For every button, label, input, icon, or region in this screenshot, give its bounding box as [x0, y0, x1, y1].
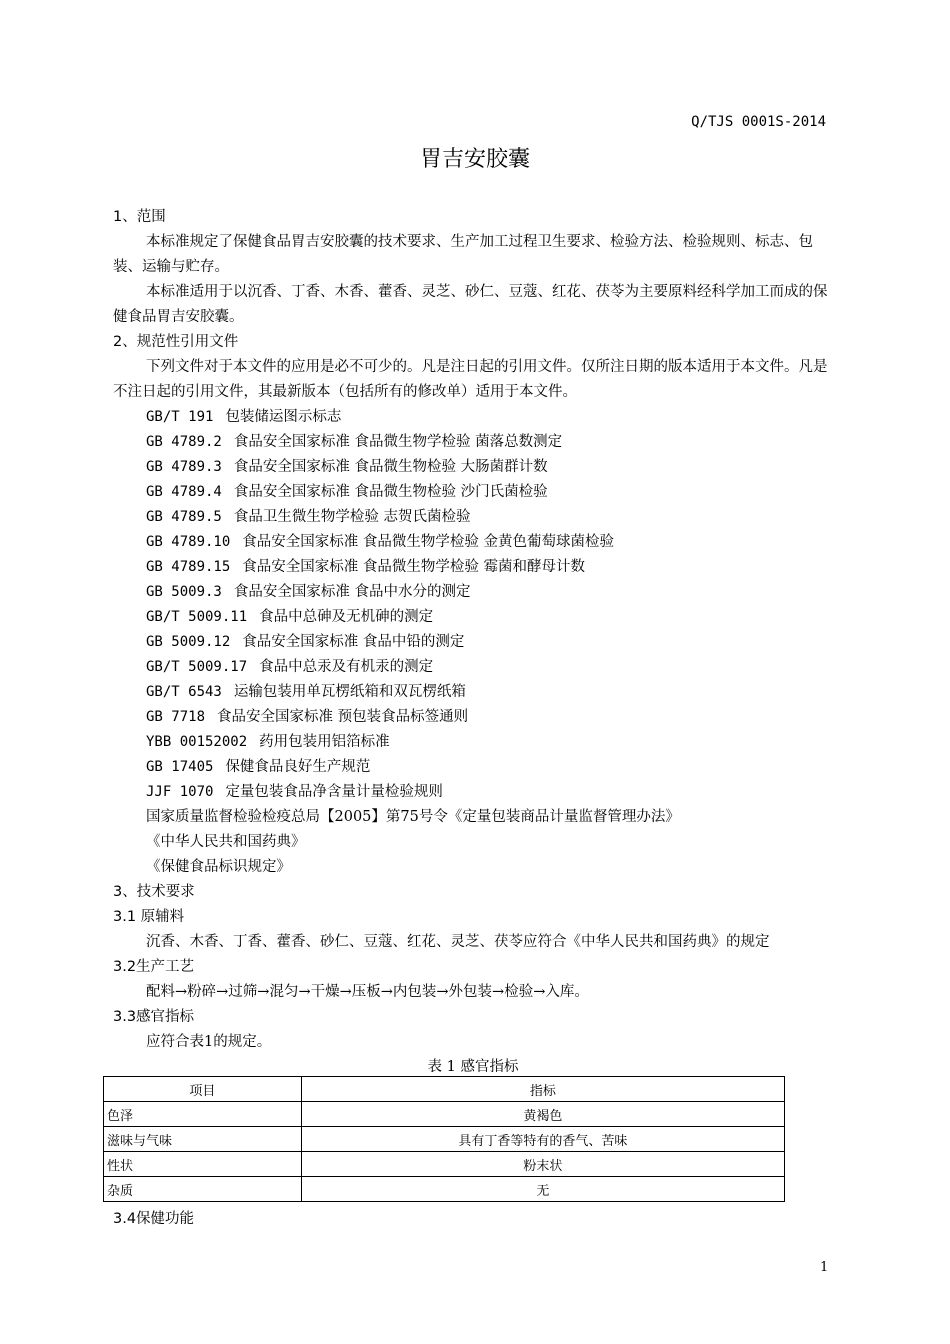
reference-extra: 国家质量监督检验检疫总局【2005】第75号令《定量包装商品计量监督管理办法》: [146, 809, 680, 825]
reference-item: [113, 680, 833, 705]
reference-code: GB 5009.3: [146, 584, 222, 600]
reference-code: GB 4789.10: [146, 534, 231, 550]
reference-title: 食品中总汞及有机汞的测定: [259, 659, 434, 675]
reference-title: 食品安全国家标准 预包装食品标签通则: [217, 709, 469, 725]
reference-title: 包装储运图示标志: [225, 409, 342, 425]
reference-item: [113, 605, 833, 630]
reference-code: GB 4789.5: [146, 509, 222, 525]
reference-extra: 《保健食品标识规定》: [146, 859, 291, 875]
section-3-4-heading: 3.4保健功能: [113, 1211, 195, 1227]
reference-title: 食品安全国家标准 食品中铅的测定: [242, 634, 465, 650]
reference-code: GB 5009.12: [146, 634, 231, 650]
section-2-intro: 下列文件对于本文件的应用是必不可少的。凡是注日起的引用文件。仅所注日期的版本适用于本文件。凡是不注日起的引用文件，其最新版本（包括所有的修改单）适用于本文件。: [113, 359, 828, 400]
section-2-heading: 2、规范性引用文件: [113, 334, 239, 350]
reference-item: [113, 430, 833, 455]
reference-code: GB 4789.2: [146, 434, 222, 450]
document-body: [113, 205, 833, 1080]
reference-item: [113, 555, 833, 580]
table-row: [104, 1127, 785, 1152]
reference-item: [113, 580, 833, 605]
table-header-item: 项目: [104, 1077, 302, 1102]
page-number: 1: [820, 1260, 829, 1275]
table-cell-index: 黄褐色: [301, 1102, 784, 1127]
document-title: 胃吉安胶囊: [419, 147, 530, 172]
reference-title: 食品安全国家标准 食品微生物检验 大肠菌群计数: [233, 459, 548, 475]
reference-item: [113, 530, 833, 555]
table-cell-index: 粉末状: [301, 1152, 784, 1177]
reference-title: 食品中总砷及无机砷的测定: [259, 609, 434, 625]
reference-extra: 《中华人民共和国药典》: [146, 834, 306, 850]
reference-code: YBB 00152002: [146, 734, 248, 750]
section-3-1-heading: 3.1 原辅料: [113, 909, 185, 925]
section-3-2-text: 配料→粉碎→过筛→混匀→干燥→压板→内包装→外包装→检验→入库。: [146, 984, 589, 1000]
section-3-heading: 3、技术要求: [113, 884, 195, 900]
reference-item: [113, 655, 833, 680]
reference-title: 食品卫生微生物学检验 志贺氏菌检验: [233, 509, 471, 525]
reference-item: [113, 405, 833, 430]
table-header-index: 指标: [301, 1077, 784, 1102]
reference-code: GB 17405: [146, 759, 214, 775]
document-code: Q/TJS 0001S-2014: [691, 114, 826, 130]
reference-code: GB/T 6543: [146, 684, 222, 700]
reference-item: [113, 755, 833, 780]
reference-title: 保健食品良好生产规范: [225, 759, 371, 775]
reference-title: 定量包装食品净含量计量检验规则: [225, 784, 443, 800]
table-cell-item: 滋味与气味: [104, 1127, 302, 1152]
table-row: [104, 1177, 785, 1202]
reference-item: [113, 630, 833, 655]
reference-code: GB/T 5009.11: [146, 609, 248, 625]
table-cell-item: 杂质: [104, 1177, 302, 1202]
table-cell-item: 性状: [104, 1152, 302, 1177]
reference-code: GB 4789.3: [146, 459, 222, 475]
reference-code: GB/T 191: [146, 409, 214, 425]
section-3-1-text: 沉香、木香、丁香、藿香、砂仁、豆蔻、红花、灵芝、茯苓应符合《中华人民共和国药典》的规定: [146, 934, 770, 950]
section-1-paragraph-1: 本标准规定了保健食品胃吉安胶囊的技术要求、生产加工过程卫生要求、检验方法、检验规则、标志、包装、运输与贮存。: [113, 234, 813, 275]
reference-code: GB 7718: [146, 709, 206, 725]
reference-code: GB 4789.15: [146, 559, 231, 575]
reference-title: 食品安全国家标准 食品微生物学检验 菌落总数测定: [233, 434, 563, 450]
reference-title: 食品安全国家标准 食品微生物检验 沙门氏菌检验: [233, 484, 548, 500]
section-1-heading: 1、范围: [113, 209, 166, 225]
table-header-row: [104, 1077, 785, 1102]
section-3-3-text: 应符合表1的规定。: [146, 1034, 272, 1050]
reference-title: 药用包装用铝箔标准: [259, 734, 390, 750]
reference-item: [113, 730, 833, 755]
table-cell-index: 无: [301, 1177, 784, 1202]
reference-code: GB/T 5009.17: [146, 659, 248, 675]
reference-list: [113, 405, 833, 880]
reference-title: 食品安全国家标准 食品微生物学检验 霉菌和酵母计数: [242, 559, 586, 575]
reference-item: [113, 455, 833, 480]
reference-title: 运输包装用单瓦楞纸箱和双瓦楞纸箱: [233, 684, 466, 700]
reference-code: GB 4789.4: [146, 484, 222, 500]
reference-item: [113, 705, 833, 730]
section-1-paragraph-2: 本标准适用于以沉香、丁香、木香、藿香、灵芝、砂仁、豆蔻、红花、茯苓为主要原料经科学加工而成的保健食品胃吉安胶囊。: [113, 284, 828, 325]
table-cell-item: 色泽: [104, 1102, 302, 1127]
table-cell-index: 具有丁香等特有的香气、苦味: [301, 1127, 784, 1152]
reference-title: 食品安全国家标准 食品微生物学检验 金黄色葡萄球菌检验: [242, 534, 615, 550]
reference-title: 食品安全国家标准 食品中水分的测定: [233, 584, 471, 600]
reference-item: [113, 480, 833, 505]
table-caption: 表 1 感官指标: [427, 1059, 519, 1075]
sensory-index-table: [103, 1076, 785, 1202]
section-3-2-heading: 3.2生产工艺: [113, 959, 195, 975]
reference-item: [113, 505, 833, 530]
reference-item: [113, 780, 833, 805]
table-row: [104, 1152, 785, 1177]
table-row: [104, 1102, 785, 1127]
section-3-3-heading: 3.3感官指标: [113, 1009, 195, 1025]
reference-code: JJF 1070: [146, 784, 214, 800]
